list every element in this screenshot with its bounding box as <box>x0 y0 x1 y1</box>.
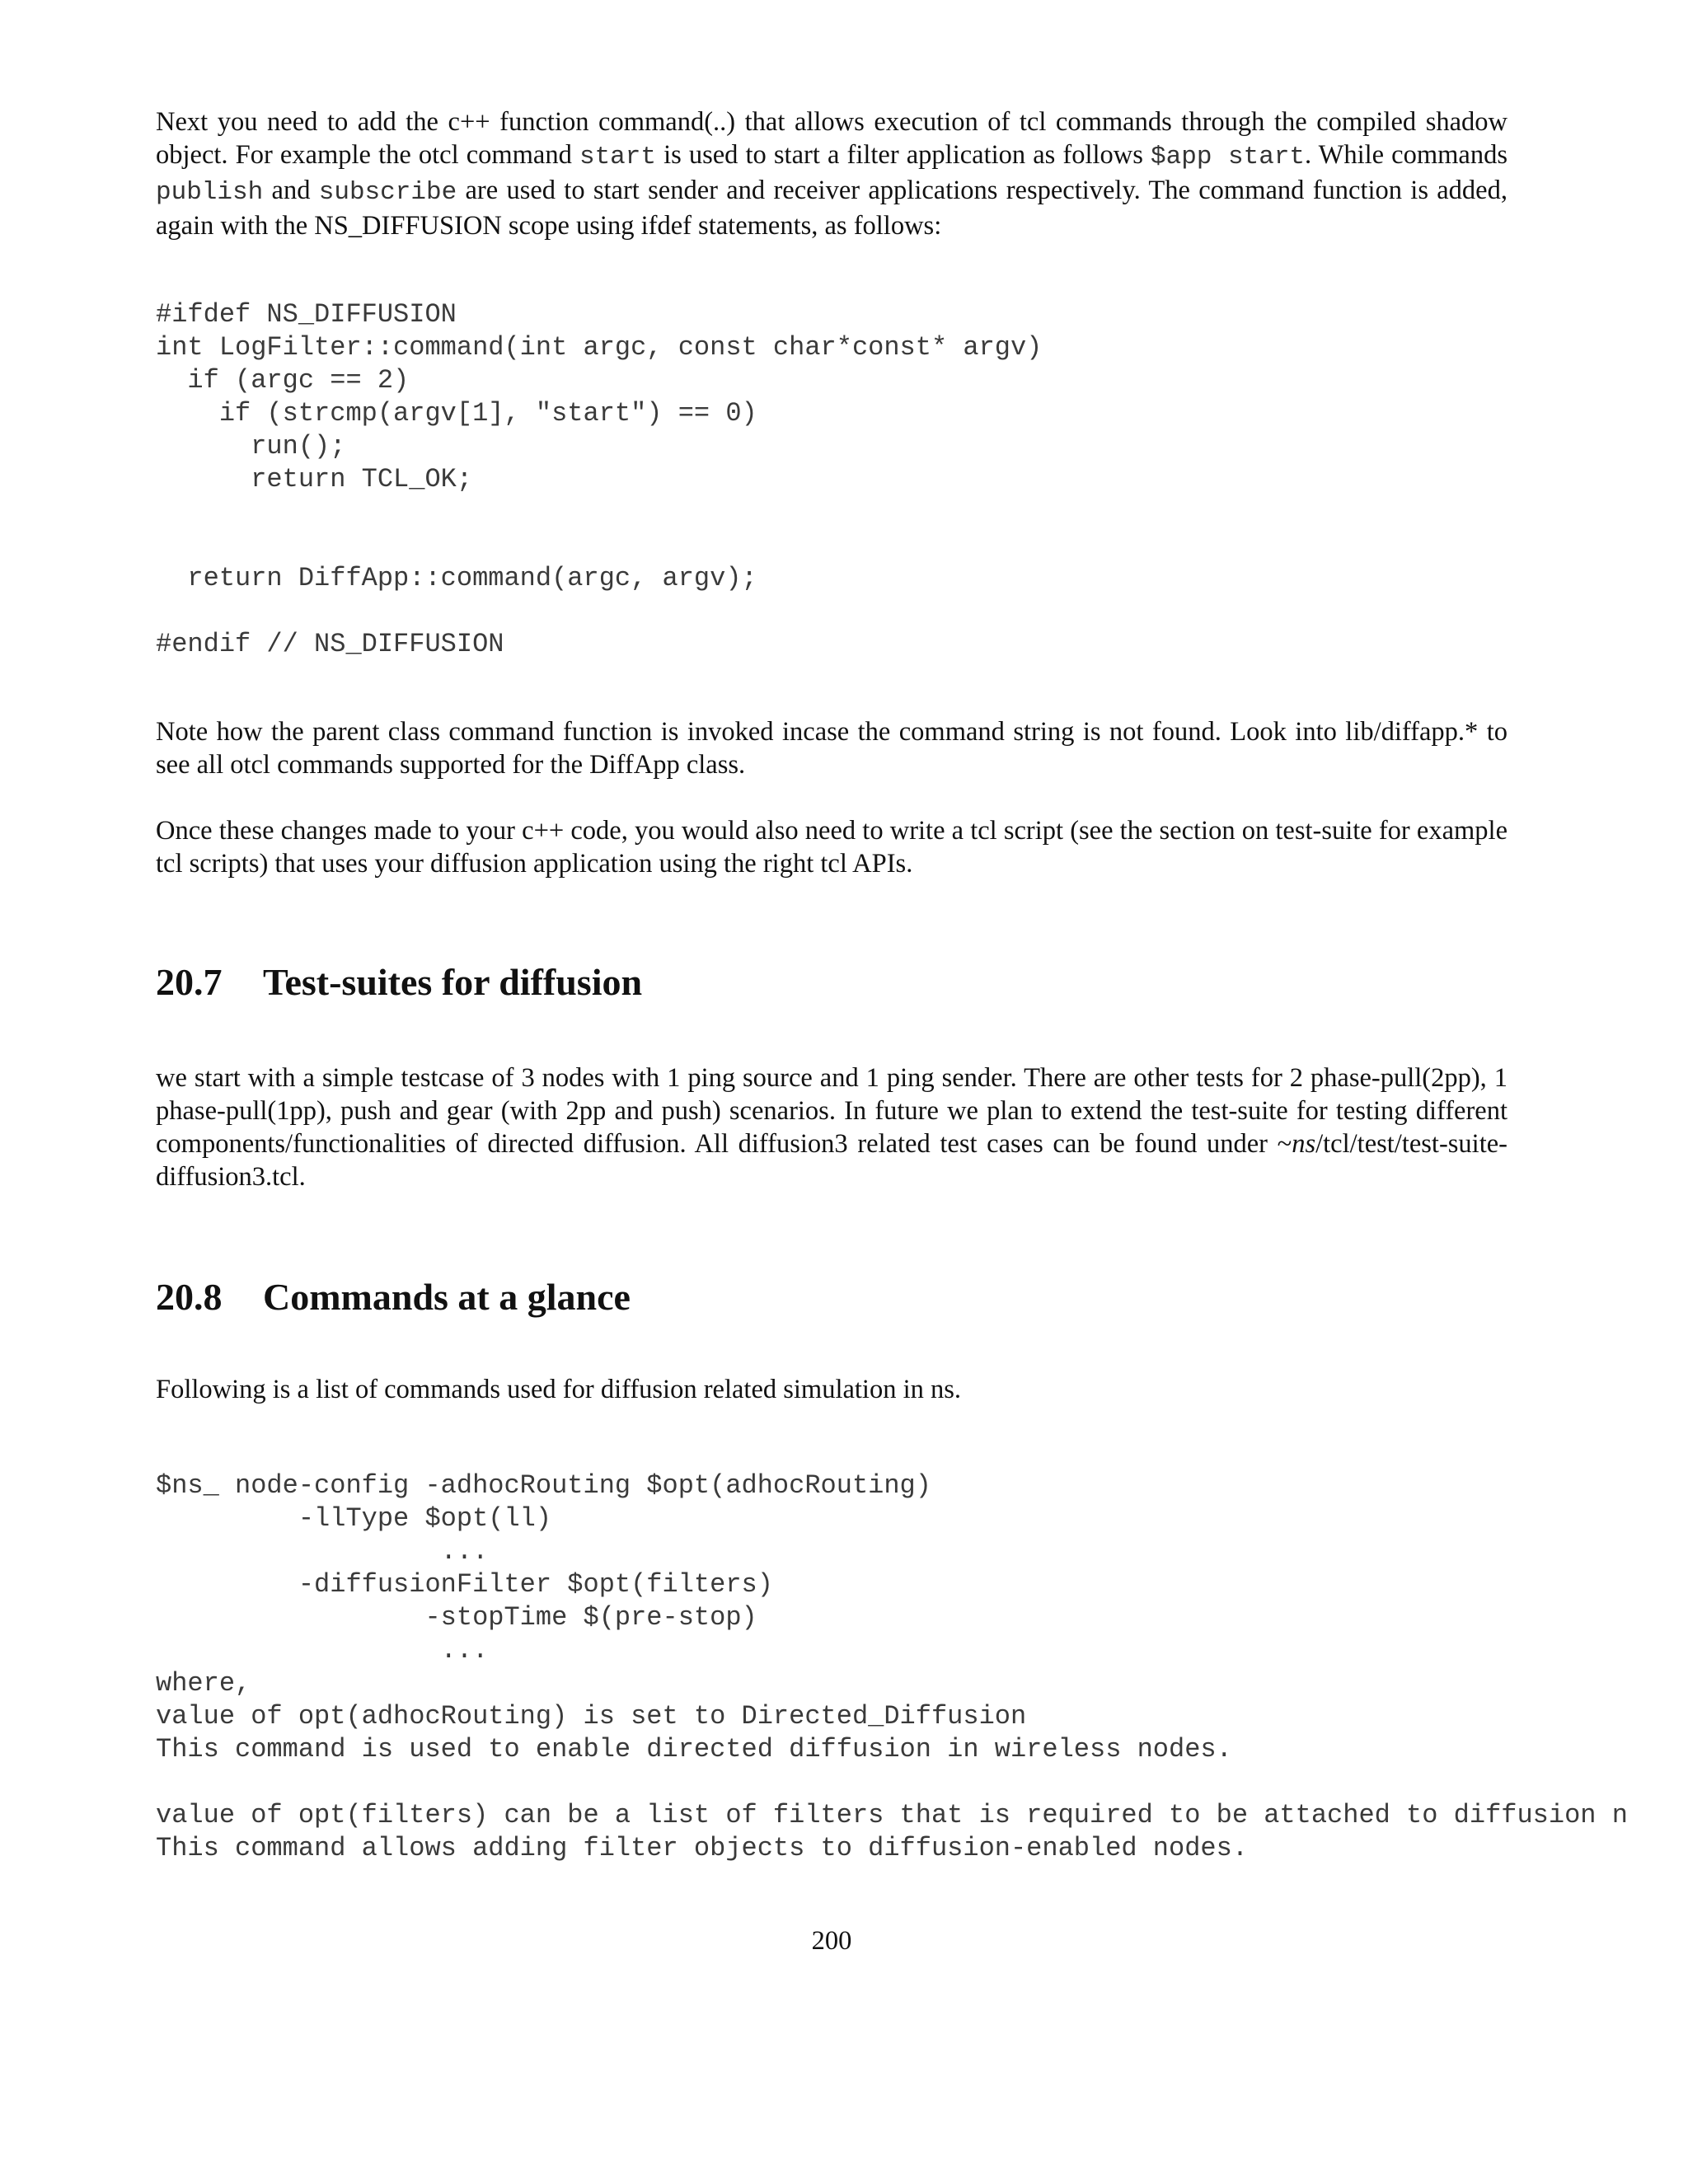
italic-ns: ns <box>1292 1129 1316 1159</box>
inline-code-publish: publish <box>156 178 264 207</box>
inline-code-start: start <box>579 143 656 171</box>
text-span: is used to start a filter application as follows <box>655 140 1151 170</box>
text-span: and <box>263 176 319 205</box>
section-heading-test-suites <box>156 959 642 1005</box>
commands-intro-paragraph: Following is a list of commands used for diffusion related simulation in ns. <box>156 1375 962 1404</box>
text-span: we start with a simple testcase of 3 nodes with 1 ping source and 1 ping sender. There are other tests for 2 phase-pull(2pp), 1 phase-pull(1pp), push and gear (with 2pp and push) scenarios. In future we plan to extend the test-suite for testing different components/functionalities of directed diffusion. All diffusion3 related test cases can be found under ~ <box>156 1063 1507 1159</box>
text-span: are used to start sender and receiver applications respectively. The command function is added, again with the NS_DIFFUSION scope using ifdef statements, as follows: <box>156 176 1507 241</box>
node-config-code-block: $ns_ node-config -adhocRouting $opt(adhocRouting) -llType $opt(ll) ... -diffusionFilter $opt(filters) -stopTime $(pre-stop) ... where, value of opt(adhocRouting) is set to Directed_Diffusion This command is used to enable directed diffusion in wireless nodes. value of opt(filters) can be a list of filters that is required to be attached to diffusion n This command allows adding filter objects to diffusion-enabled nodes. <box>156 1470 1628 1863</box>
inline-code-app-start: $app start <box>1151 143 1306 171</box>
command-function-code-block: #ifdef NS_DIFFUSION int LogFilter::command(int argc, const char*const* argv) if (argc == 2) if (strcmp(argv[1], "start") == 0) run(); return TCL_OK; return DiffApp::command(argc, argv); #endif // NS_DIFFUSION <box>156 299 1043 659</box>
section-number: 20.7 <box>156 961 223 1003</box>
text-span: /tcl/test/test-suite-diffusion3.tcl. <box>156 1129 1507 1192</box>
section-title: Commands at a glance <box>263 1276 631 1318</box>
section-title: Test-suites for diffusion <box>263 961 643 1003</box>
inline-code-subscribe: subscribe <box>318 178 457 207</box>
section-number: 20.8 <box>156 1276 223 1318</box>
test-suite-paragraph <box>156 1062 1507 1193</box>
text-span: Next you need to add the c++ function command(..) that allows execution of tcl commands through the compiled shadow object. For example the otcl command <box>156 107 1507 170</box>
parent-command-paragraph: Note how the parent class command function is invoked incase the command string is not found. Look into lib/diffapp.* to see all otcl commands supported for the DiffApp class. <box>156 717 1507 780</box>
section-heading-commands <box>156 1274 631 1320</box>
text-span: . While commands <box>1305 140 1507 170</box>
page-number: 200 <box>811 1926 852 1956</box>
intro-paragraph <box>156 105 1507 242</box>
tcl-script-paragraph: Once these changes made to your c++ code, you would also need to write a tcl script (see the section on test-suite for example tcl scripts) that uses your diffusion application using the right tcl APIs. <box>156 816 1507 879</box>
